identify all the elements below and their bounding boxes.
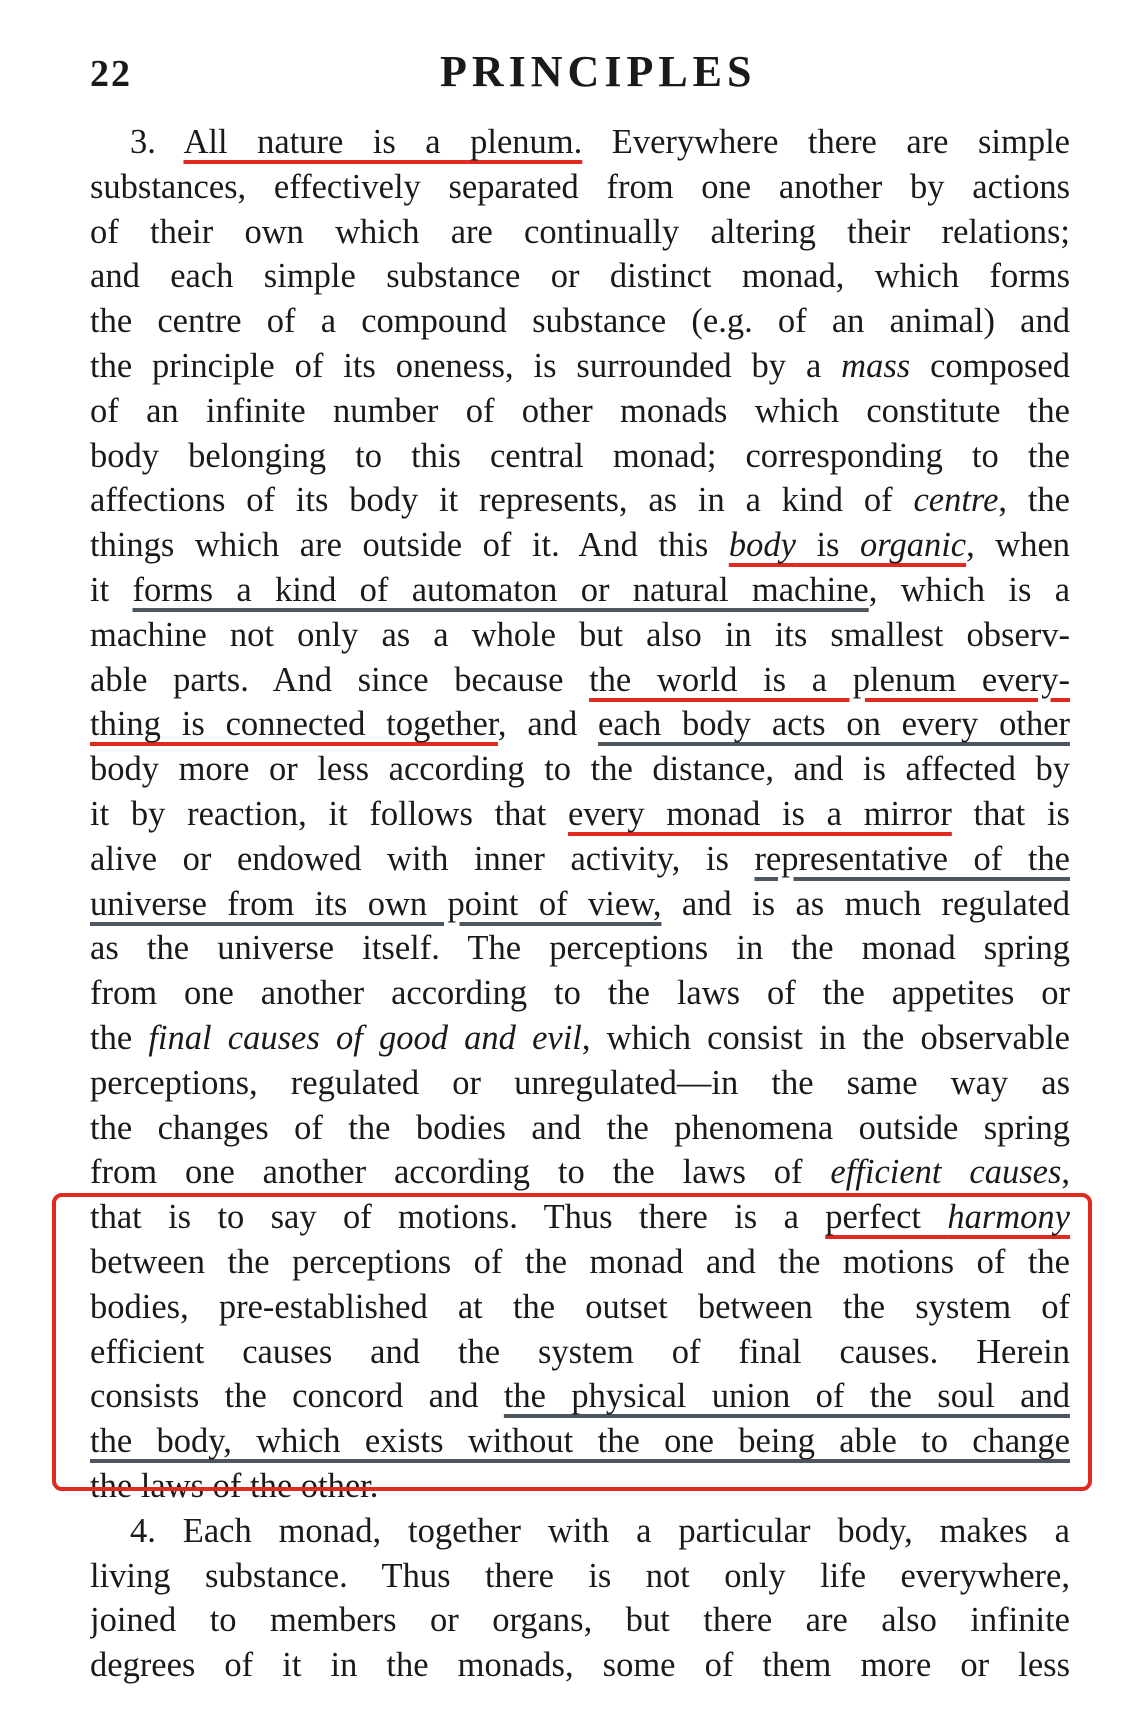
underlined-red-text: the world is a plenum every-	[589, 660, 1070, 699]
text-segment: able parts. And since because	[90, 660, 590, 699]
text-line	[90, 702, 1070, 747]
text-segment: of their own which are continually altering their relations;	[90, 212, 1070, 251]
text-segment: , when	[966, 526, 1070, 565]
text-segment: degrees of it in the monads, some of them more or less	[90, 1646, 1070, 1685]
text-segment: the	[90, 1018, 149, 1057]
underlined-red-text: body	[728, 526, 796, 565]
text-segment: alive or endowed with inner activity, is	[90, 839, 755, 878]
text-segment: efficient causes and the system of final causes. Herein	[90, 1332, 1070, 1371]
text-segment: , which is a	[868, 570, 1070, 609]
text-line	[90, 1554, 1070, 1599]
text-segment: it	[90, 570, 133, 609]
page-number: 22	[90, 53, 132, 95]
text-segment: substances, effectively separated from one another by actions	[90, 167, 1070, 206]
italic-text: efficient causes	[830, 1153, 1062, 1192]
text-segment: bodies, pre-established at the outset between the system of	[90, 1287, 1070, 1326]
text-segment: that is to say of motions. Thus there is a	[90, 1198, 826, 1237]
text-segment: it by reaction, it follows that	[90, 794, 569, 833]
underlined-red-text: organic	[860, 526, 967, 565]
text-segment: of an infinite number of other monads which constitute the	[90, 391, 1070, 430]
italic-text: centre	[913, 481, 999, 520]
running-head: PRINCIPLES	[440, 47, 757, 96]
text-segment: Everywhere there are simple	[582, 123, 1070, 161]
text-segment: the principle of its oneness, is surrounded by a	[90, 346, 842, 385]
text-line	[90, 210, 1070, 255]
text-segment: perceptions, regulated or unregulated—in the same way as	[90, 1063, 1070, 1102]
underlined-gray-text: forms a kind of automaton or natural machine	[132, 570, 869, 609]
text-segment: machine not only as a whole but also in its smallest observ-	[90, 615, 1070, 654]
text-segment: living substance. Thus there is not only life everywhere,	[90, 1556, 1070, 1595]
text-line	[90, 837, 1070, 882]
text-line	[90, 254, 1070, 299]
text-line	[90, 658, 1070, 703]
text-line	[90, 478, 1070, 523]
text-segment: consists the concord and	[90, 1377, 504, 1416]
underlined-gray-text: the body, which exists without the one being able to change	[90, 1422, 1070, 1461]
text-line	[90, 434, 1070, 479]
text-line	[90, 1061, 1070, 1106]
text-segment: ,	[1061, 1153, 1070, 1192]
text-line	[90, 747, 1070, 792]
text-segment: 3.	[130, 123, 184, 161]
text-line	[90, 1598, 1070, 1643]
underlined-gray-text: each body acts on every other	[598, 705, 1070, 744]
underlined-red-text: perfect	[825, 1198, 948, 1237]
italic-text: mass	[841, 346, 911, 385]
text-segment: joined to members or organs, but there are also infinite	[90, 1601, 1070, 1640]
text-line	[90, 1106, 1070, 1151]
text-segment: , which consist in the observable	[581, 1018, 1070, 1057]
text-segment: 4. Each monad, together with a particular body, makes a	[130, 1511, 1070, 1550]
text-segment: things which are outside of it. And this	[90, 526, 729, 565]
text-line	[90, 971, 1070, 1016]
text-line	[90, 926, 1070, 971]
underlined-red-text: is	[795, 526, 861, 565]
text-line	[90, 792, 1070, 837]
text-line	[90, 120, 1070, 165]
text-line	[90, 568, 1070, 613]
underlined-red-text: harmony	[947, 1198, 1070, 1237]
underlined-gray-text: representative of the	[754, 839, 1070, 878]
text-segment: body more or less according to the distance, and is affected by	[90, 750, 1070, 789]
text-segment: from one another according to the laws of the appetites or	[90, 974, 1070, 1013]
underlined-red-text: All nature is a plenum.	[183, 123, 583, 161]
underlined-red-text: thing is connected together	[90, 705, 498, 744]
text-segment: body belonging to this central monad; corresponding to the	[90, 436, 1070, 475]
highlight-box	[52, 1193, 1092, 1491]
text-line	[90, 1643, 1070, 1688]
underlined-red-text: every monad is a mirror	[568, 794, 952, 833]
text-line	[90, 1509, 1070, 1554]
underlined-gray-text: the physical union of the soul and	[503, 1377, 1070, 1416]
text-segment: composed	[910, 346, 1070, 385]
text-line	[90, 613, 1070, 658]
text-line	[90, 389, 1070, 434]
text-segment: that is	[951, 794, 1070, 833]
text-segment: the centre of a compound substance (e.g. of an animal) and	[90, 302, 1070, 341]
text-segment: and is as much regulated	[661, 884, 1070, 923]
text-segment: and each simple substance or distinct monad, which forms	[90, 257, 1070, 296]
text-segment: the laws of the other.	[90, 1466, 379, 1505]
text-segment: , the	[998, 481, 1070, 520]
text-segment: as the universe itself. The perceptions in the monad spring	[90, 929, 1070, 968]
text-line	[90, 523, 1070, 568]
text-line	[90, 1016, 1070, 1061]
text-line	[90, 165, 1070, 210]
text-segment: between the perceptions of the monad and the motions of the	[90, 1242, 1070, 1281]
italic-text: final causes of good and evil	[148, 1018, 582, 1057]
text-segment: affections of its body it represents, as in a kind of	[90, 481, 914, 520]
text-line	[90, 882, 1070, 927]
text-segment: the changes of the bodies and the phenomena outside spring	[90, 1108, 1070, 1147]
text-segment: , and	[497, 705, 599, 744]
text-line	[90, 1150, 1070, 1195]
text-line	[90, 344, 1070, 389]
text-line	[90, 299, 1070, 344]
text-segment: from one another according to the laws of	[90, 1153, 831, 1192]
underlined-gray-text: universe from its own point of view,	[90, 884, 662, 923]
